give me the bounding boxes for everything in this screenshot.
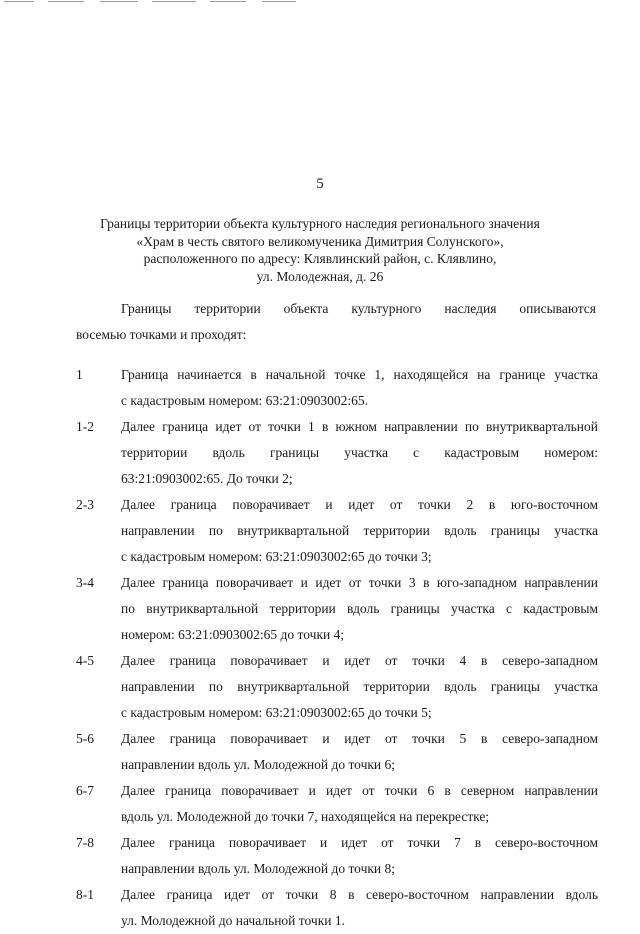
- segment-line: направлении по внутриквартальной территории вдоль границы участка: [121, 523, 598, 538]
- segment-line: вдоль ул. Молодежной до точки 7, находящейся на перекрестке;: [121, 809, 490, 824]
- segment-description: [121, 882, 598, 928]
- segment-row: [76, 570, 598, 648]
- title-line: ул. Молодежная, д. 26: [256, 268, 384, 284]
- segment-line: Далее граница поворачивает и идет от точки 6 в северном направлении: [121, 783, 598, 798]
- segment-number: 7-8: [76, 835, 94, 850]
- segment-line: с кадастровым номером: 63:21:0903002:65 до точки 3;: [121, 549, 432, 564]
- segment-row: [76, 830, 598, 882]
- segment-line-cropped: ул. Молодежной до начальной точки 1.: [121, 913, 345, 928]
- segment-number: 5-6: [76, 731, 94, 746]
- scan-mark: [262, 1, 296, 2]
- boundary-segments-list: [76, 362, 598, 928]
- segment-description: [121, 778, 598, 830]
- segment-description: [121, 414, 598, 492]
- segment-description: [121, 648, 598, 726]
- segment-number: 1-2: [76, 419, 94, 434]
- segment-number: 2-3: [76, 497, 94, 512]
- segment-line: Далее граница поворачивает и идет от точки 4 в северо-западном: [121, 653, 598, 668]
- segment-number: 8-1: [76, 887, 94, 902]
- segment-row: [76, 414, 598, 492]
- segment-number: 6-7: [76, 783, 94, 798]
- document-title: [60, 215, 580, 285]
- segment-line: территории вдоль границы участка с кадастровым номером:: [121, 445, 598, 460]
- segment-row: [76, 726, 598, 778]
- segment-line: направлении по внутриквартальной территории вдоль границы участка: [121, 679, 598, 694]
- title-line: Границы территории объекта культурного наследия регионального значения: [100, 216, 540, 231]
- segment-number: 4-5: [76, 653, 94, 668]
- segment-line: Далее граница поворачивает и идет от точки 5 в северо-западном: [121, 731, 598, 746]
- segment-line: с кадастровым номером: 63:21:0903002:65 до точки 5;: [121, 705, 432, 720]
- segment-row: [76, 882, 598, 928]
- intro-line: восемью точками и проходят:: [76, 327, 247, 342]
- segment-line: Далее граница поворачивает и идет от точки 3 в юго-западном направлении: [121, 575, 598, 590]
- segment-row: [76, 492, 598, 570]
- scan-mark: [48, 1, 84, 2]
- segment-line: направлении вдоль ул. Молодежной до точки 6;: [121, 757, 396, 772]
- segment-description: [121, 570, 598, 648]
- segment-line: 63:21:0903002:65. До точки 2;: [121, 471, 293, 486]
- title-line: расположенного по адресу: Клявлинский район, с. Клявлино,: [143, 251, 497, 266]
- scan-artifacts: [0, 0, 640, 4]
- segment-number: 1: [76, 367, 83, 382]
- segment-description: [121, 362, 598, 414]
- scan-mark: [152, 1, 196, 2]
- segment-line: с кадастровым номером: 63:21:0903002:65.: [121, 393, 369, 408]
- segment-line: номером: 63:21:0903002:65 до точки 4;: [121, 627, 345, 642]
- title-line: «Храм в честь святого великомученика Димитрия Солунского»,: [136, 233, 504, 249]
- segment-number: 3-4: [76, 575, 94, 590]
- scan-mark: [210, 1, 246, 2]
- segment-line: Далее граница поворачивает и идет от точки 7 в северо-восточном: [121, 835, 598, 850]
- segment-line: Далее граница идет от точки 1 в южном направлении по внутриквартальной: [121, 419, 598, 434]
- segment-line: по внутриквартальной территории вдоль границы участка с кадастровым: [121, 601, 598, 616]
- scan-mark: [100, 1, 138, 2]
- intro-line: Границы территории объекта культурного наследия описываются: [121, 301, 596, 316]
- segment-row: [76, 648, 598, 726]
- scan-mark: [4, 1, 34, 2]
- intro-paragraph: [76, 296, 596, 348]
- segment-line: направлении вдоль ул. Молодежной до точки 8;: [121, 861, 396, 876]
- segment-description: [121, 492, 598, 570]
- segment-line: Граница начинается в начальной точке 1, находящейся на границе участка: [121, 367, 598, 382]
- segment-line: Далее граница идет от точки 8 в северо-восточном направлении вдоль: [121, 887, 598, 902]
- segment-description: [121, 726, 598, 778]
- segment-row: [76, 362, 598, 414]
- page-number: 5: [316, 176, 324, 192]
- segment-line: Далее граница поворачивает и идет от точки 2 в юго-восточном: [121, 497, 598, 512]
- segment-description: [121, 830, 598, 882]
- segment-row: [76, 778, 598, 830]
